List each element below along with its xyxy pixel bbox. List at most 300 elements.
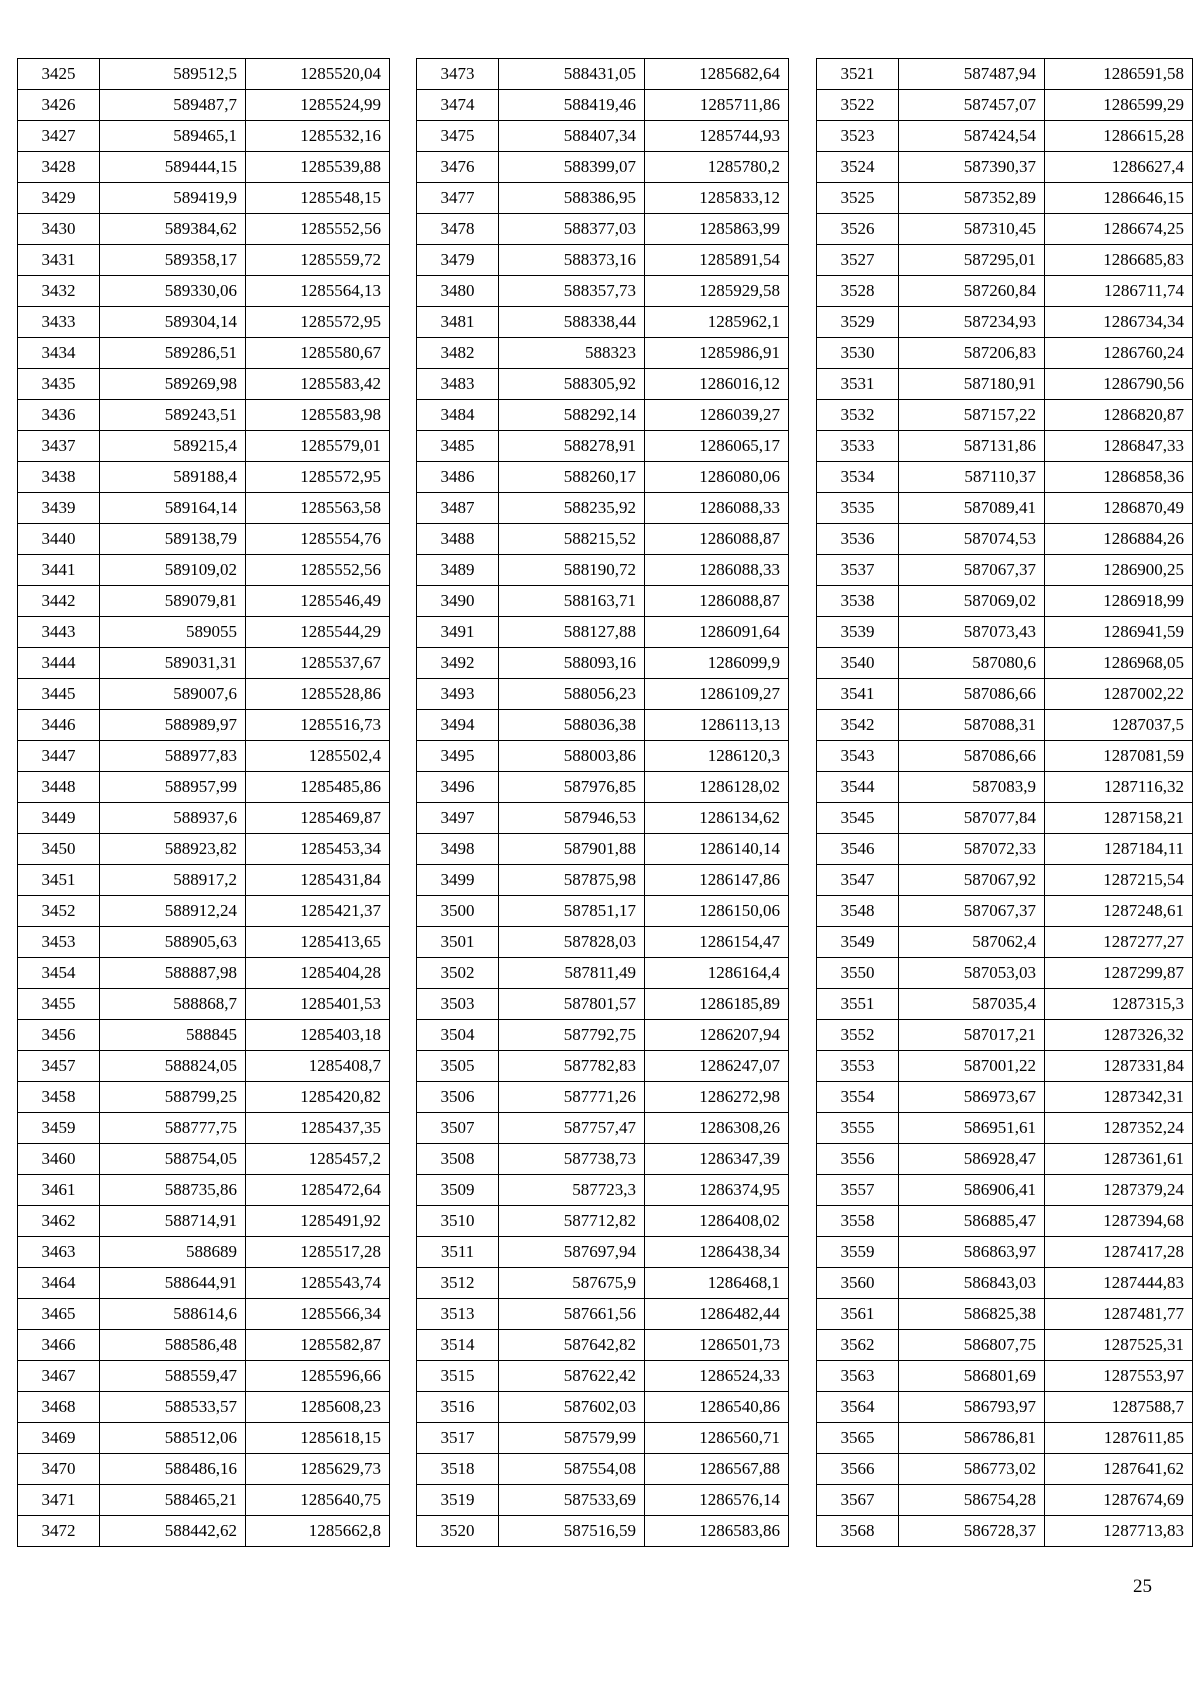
table-row bbox=[18, 555, 390, 586]
coordinate-x: 588442,62 bbox=[100, 1516, 246, 1547]
coordinate-x: 587675,9 bbox=[499, 1268, 645, 1299]
coordinate-y: 1287641,62 bbox=[1045, 1454, 1193, 1485]
coordinate-x: 587738,73 bbox=[499, 1144, 645, 1175]
coordinate-x: 587062,4 bbox=[899, 927, 1045, 958]
coordinate-y: 1285420,82 bbox=[246, 1082, 390, 1113]
table-row bbox=[817, 896, 1193, 927]
coordinate-y: 1287299,87 bbox=[1045, 958, 1193, 989]
point-number: 3465 bbox=[18, 1299, 100, 1330]
point-number: 3564 bbox=[817, 1392, 899, 1423]
coordinate-y: 1285469,87 bbox=[246, 803, 390, 834]
point-number: 3546 bbox=[817, 834, 899, 865]
coordinate-x: 588386,95 bbox=[499, 183, 645, 214]
coordinate-x: 587077,84 bbox=[899, 803, 1045, 834]
coordinate-x: 588215,52 bbox=[499, 524, 645, 555]
point-number: 3508 bbox=[417, 1144, 499, 1175]
coordinate-x: 588486,16 bbox=[100, 1454, 246, 1485]
point-number: 3514 bbox=[417, 1330, 499, 1361]
point-number: 3426 bbox=[18, 90, 100, 121]
coordinate-y: 1286468,1 bbox=[645, 1268, 789, 1299]
point-number: 3563 bbox=[817, 1361, 899, 1392]
coordinate-x: 586754,28 bbox=[899, 1485, 1045, 1516]
point-number: 3492 bbox=[417, 648, 499, 679]
coordinate-x: 587295,01 bbox=[899, 245, 1045, 276]
table-row bbox=[417, 369, 789, 400]
table-row bbox=[417, 1175, 789, 1206]
point-number: 3489 bbox=[417, 555, 499, 586]
table-row bbox=[417, 617, 789, 648]
coordinate-y: 1285472,64 bbox=[246, 1175, 390, 1206]
table-row bbox=[817, 369, 1193, 400]
coordinate-y: 1286941,59 bbox=[1045, 617, 1193, 648]
point-number: 3464 bbox=[18, 1268, 100, 1299]
table-row bbox=[18, 586, 390, 617]
coordinate-y: 1285543,74 bbox=[246, 1268, 390, 1299]
table-row bbox=[817, 617, 1193, 648]
table-row bbox=[817, 431, 1193, 462]
coordinate-y: 1285580,67 bbox=[246, 338, 390, 369]
point-number: 3485 bbox=[417, 431, 499, 462]
coordinate-x: 587792,75 bbox=[499, 1020, 645, 1051]
table-row bbox=[417, 524, 789, 555]
point-number: 3460 bbox=[18, 1144, 100, 1175]
coordinate-x: 587234,93 bbox=[899, 307, 1045, 338]
point-number: 3427 bbox=[18, 121, 100, 152]
table-row bbox=[817, 90, 1193, 121]
coordinate-x: 587083,9 bbox=[899, 772, 1045, 803]
table-row bbox=[417, 183, 789, 214]
coordinate-y: 1286080,06 bbox=[645, 462, 789, 493]
point-number: 3451 bbox=[18, 865, 100, 896]
table-row bbox=[18, 927, 390, 958]
coordinate-x: 588323 bbox=[499, 338, 645, 369]
coordinate-x: 589164,14 bbox=[100, 493, 246, 524]
coordinate-y: 1285485,86 bbox=[246, 772, 390, 803]
coordinate-y: 1286884,26 bbox=[1045, 524, 1193, 555]
coordinate-y: 1286501,73 bbox=[645, 1330, 789, 1361]
coordinate-y: 1287674,69 bbox=[1045, 1485, 1193, 1516]
table-row bbox=[18, 493, 390, 524]
table-row bbox=[817, 772, 1193, 803]
table-row bbox=[817, 741, 1193, 772]
table-row bbox=[417, 1020, 789, 1051]
coordinate-x: 587131,86 bbox=[899, 431, 1045, 462]
point-number: 3487 bbox=[417, 493, 499, 524]
point-number: 3520 bbox=[417, 1516, 499, 1547]
table-row bbox=[817, 865, 1193, 896]
point-number: 3450 bbox=[18, 834, 100, 865]
table-row bbox=[417, 338, 789, 369]
table-row bbox=[417, 245, 789, 276]
coordinate-x: 587851,17 bbox=[499, 896, 645, 927]
point-number: 3512 bbox=[417, 1268, 499, 1299]
coordinate-y: 1286760,24 bbox=[1045, 338, 1193, 369]
coordinate-y: 1286272,98 bbox=[645, 1082, 789, 1113]
table-row bbox=[417, 214, 789, 245]
coordinate-y: 1285629,73 bbox=[246, 1454, 390, 1485]
coordinate-x: 586928,47 bbox=[899, 1144, 1045, 1175]
point-number: 3549 bbox=[817, 927, 899, 958]
coordinate-y: 1285564,13 bbox=[246, 276, 390, 307]
table-row bbox=[817, 1051, 1193, 1082]
point-number: 3495 bbox=[417, 741, 499, 772]
table-row bbox=[817, 524, 1193, 555]
coordinate-x: 587697,94 bbox=[499, 1237, 645, 1268]
table-row bbox=[417, 772, 789, 803]
point-number: 3499 bbox=[417, 865, 499, 896]
point-number: 3436 bbox=[18, 400, 100, 431]
table-row bbox=[417, 1237, 789, 1268]
coordinate-y: 1286408,02 bbox=[645, 1206, 789, 1237]
point-number: 3536 bbox=[817, 524, 899, 555]
table-row bbox=[18, 989, 390, 1020]
table-row bbox=[817, 462, 1193, 493]
coordinate-y: 1286154,47 bbox=[645, 927, 789, 958]
table-row bbox=[417, 741, 789, 772]
table-row bbox=[417, 679, 789, 710]
table-row bbox=[18, 803, 390, 834]
coordinate-y: 1286646,15 bbox=[1045, 183, 1193, 214]
table-row bbox=[18, 1237, 390, 1268]
coordinate-y: 1286567,88 bbox=[645, 1454, 789, 1485]
point-number: 3428 bbox=[18, 152, 100, 183]
coordinate-y: 1286482,44 bbox=[645, 1299, 789, 1330]
point-number: 3433 bbox=[18, 307, 100, 338]
coordinate-y: 1286438,34 bbox=[645, 1237, 789, 1268]
coordinate-y: 1286347,39 bbox=[645, 1144, 789, 1175]
table-row bbox=[417, 90, 789, 121]
coordinate-x: 587073,43 bbox=[899, 617, 1045, 648]
table-row bbox=[18, 1051, 390, 1082]
point-number: 3505 bbox=[417, 1051, 499, 1082]
coordinate-x: 588868,7 bbox=[100, 989, 246, 1020]
point-number: 3477 bbox=[417, 183, 499, 214]
coordinate-x: 588056,23 bbox=[499, 679, 645, 710]
table-row bbox=[817, 555, 1193, 586]
coordinate-x: 587035,4 bbox=[899, 989, 1045, 1020]
table-row bbox=[417, 152, 789, 183]
table-row bbox=[417, 431, 789, 462]
coordinate-x: 587180,91 bbox=[899, 369, 1045, 400]
table-row bbox=[18, 710, 390, 741]
coordinate-x: 589444,15 bbox=[100, 152, 246, 183]
coordinate-x: 589330,06 bbox=[100, 276, 246, 307]
point-number: 3456 bbox=[18, 1020, 100, 1051]
point-number: 3550 bbox=[817, 958, 899, 989]
point-number: 3462 bbox=[18, 1206, 100, 1237]
table-row bbox=[417, 1423, 789, 1454]
table-row bbox=[417, 803, 789, 834]
table-row bbox=[417, 958, 789, 989]
coordinate-x: 587487,94 bbox=[899, 59, 1045, 90]
coordinate-y: 1286150,06 bbox=[645, 896, 789, 927]
point-number: 3527 bbox=[817, 245, 899, 276]
point-number: 3454 bbox=[18, 958, 100, 989]
coordinate-y: 1287002,22 bbox=[1045, 679, 1193, 710]
table-row bbox=[417, 1144, 789, 1175]
coordinate-y: 1287326,32 bbox=[1045, 1020, 1193, 1051]
point-number: 3554 bbox=[817, 1082, 899, 1113]
table-row bbox=[417, 1051, 789, 1082]
point-number: 3481 bbox=[417, 307, 499, 338]
table-row bbox=[817, 1516, 1193, 1547]
coordinate-y: 1287481,77 bbox=[1045, 1299, 1193, 1330]
table-row bbox=[18, 90, 390, 121]
point-number: 3547 bbox=[817, 865, 899, 896]
coordinate-x: 587424,54 bbox=[899, 121, 1045, 152]
coordinate-x: 588093,16 bbox=[499, 648, 645, 679]
coordinate-x: 588912,24 bbox=[100, 896, 246, 927]
coordinate-x: 587976,85 bbox=[499, 772, 645, 803]
table-row bbox=[18, 865, 390, 896]
point-number: 3559 bbox=[817, 1237, 899, 1268]
table-row bbox=[417, 1392, 789, 1423]
coordinate-x: 586793,97 bbox=[899, 1392, 1045, 1423]
table-row bbox=[18, 1113, 390, 1144]
coordinate-y: 1286308,26 bbox=[645, 1113, 789, 1144]
coordinate-x: 588407,34 bbox=[499, 121, 645, 152]
coordinate-y: 1285401,53 bbox=[246, 989, 390, 1020]
coordinate-x: 586728,37 bbox=[899, 1516, 1045, 1547]
coordinate-y: 1285583,98 bbox=[246, 400, 390, 431]
coordinate-y: 1287315,3 bbox=[1045, 989, 1193, 1020]
table-row bbox=[18, 338, 390, 369]
table-row bbox=[18, 524, 390, 555]
coordinate-x: 588533,57 bbox=[100, 1392, 246, 1423]
coordinate-x: 588989,97 bbox=[100, 710, 246, 741]
coordinate-x: 589079,81 bbox=[100, 586, 246, 617]
coordinate-x: 587946,53 bbox=[499, 803, 645, 834]
coordinate-y: 1286140,14 bbox=[645, 834, 789, 865]
point-number: 3480 bbox=[417, 276, 499, 307]
coordinate-y: 1285929,58 bbox=[645, 276, 789, 307]
coordinate-x: 587533,69 bbox=[499, 1485, 645, 1516]
table-row bbox=[417, 710, 789, 741]
point-number: 3523 bbox=[817, 121, 899, 152]
table-row bbox=[817, 1237, 1193, 1268]
point-number: 3503 bbox=[417, 989, 499, 1020]
point-number: 3469 bbox=[18, 1423, 100, 1454]
table-row bbox=[417, 1206, 789, 1237]
coordinate-y: 1286900,25 bbox=[1045, 555, 1193, 586]
point-number: 3556 bbox=[817, 1144, 899, 1175]
table-row bbox=[18, 245, 390, 276]
coordinate-y: 1286599,29 bbox=[1045, 90, 1193, 121]
coordinate-y: 1287525,31 bbox=[1045, 1330, 1193, 1361]
table-row bbox=[417, 276, 789, 307]
point-number: 3438 bbox=[18, 462, 100, 493]
coordinate-x: 586807,75 bbox=[899, 1330, 1045, 1361]
point-number: 3498 bbox=[417, 834, 499, 865]
point-number: 3463 bbox=[18, 1237, 100, 1268]
point-number: 3528 bbox=[817, 276, 899, 307]
table-row bbox=[18, 1268, 390, 1299]
table-row bbox=[817, 989, 1193, 1020]
table-row bbox=[817, 803, 1193, 834]
coordinate-y: 1286524,33 bbox=[645, 1361, 789, 1392]
table-row bbox=[18, 276, 390, 307]
table-row bbox=[817, 493, 1193, 524]
coordinate-x: 588036,38 bbox=[499, 710, 645, 741]
coordinate-x: 589487,7 bbox=[100, 90, 246, 121]
coordinate-y: 1285517,28 bbox=[246, 1237, 390, 1268]
table-row bbox=[817, 214, 1193, 245]
table-row bbox=[817, 586, 1193, 617]
coordinate-y: 1286870,49 bbox=[1045, 493, 1193, 524]
coordinate-x: 588644,91 bbox=[100, 1268, 246, 1299]
point-number: 3534 bbox=[817, 462, 899, 493]
coordinate-y: 1286088,87 bbox=[645, 524, 789, 555]
point-number: 3526 bbox=[817, 214, 899, 245]
coordinate-y: 1286583,86 bbox=[645, 1516, 789, 1547]
coordinate-y: 1287277,27 bbox=[1045, 927, 1193, 958]
coordinate-y: 1286016,12 bbox=[645, 369, 789, 400]
coordinate-x: 587067,37 bbox=[899, 555, 1045, 586]
point-number: 3471 bbox=[18, 1485, 100, 1516]
point-number: 3482 bbox=[417, 338, 499, 369]
table-row bbox=[417, 1516, 789, 1547]
table-row bbox=[18, 834, 390, 865]
coordinate-y: 1285532,16 bbox=[246, 121, 390, 152]
coordinate-x: 589465,1 bbox=[100, 121, 246, 152]
table-row bbox=[817, 1299, 1193, 1330]
table-row bbox=[18, 1299, 390, 1330]
table-row bbox=[417, 59, 789, 90]
coordinate-y: 1286120,3 bbox=[645, 741, 789, 772]
coordinate-x: 589055 bbox=[100, 617, 246, 648]
table-row bbox=[417, 1268, 789, 1299]
coordinate-y: 1285891,54 bbox=[645, 245, 789, 276]
point-number: 3435 bbox=[18, 369, 100, 400]
point-number: 3483 bbox=[417, 369, 499, 400]
point-number: 3496 bbox=[417, 772, 499, 803]
coordinate-y: 1286685,83 bbox=[1045, 245, 1193, 276]
coordinate-y: 1286109,27 bbox=[645, 679, 789, 710]
table-row bbox=[817, 1361, 1193, 1392]
coordinate-x: 587074,53 bbox=[899, 524, 1045, 555]
point-number: 3558 bbox=[817, 1206, 899, 1237]
coordinate-x: 586786,81 bbox=[899, 1423, 1045, 1454]
coordinate-y: 1285566,34 bbox=[246, 1299, 390, 1330]
point-number: 3432 bbox=[18, 276, 100, 307]
coordinate-y: 1287444,83 bbox=[1045, 1268, 1193, 1299]
point-number: 3529 bbox=[817, 307, 899, 338]
table-row bbox=[18, 958, 390, 989]
coordinate-y: 1286790,56 bbox=[1045, 369, 1193, 400]
point-number: 3539 bbox=[817, 617, 899, 648]
point-number: 3544 bbox=[817, 772, 899, 803]
coordinate-x: 588714,91 bbox=[100, 1206, 246, 1237]
point-number: 3552 bbox=[817, 1020, 899, 1051]
coordinate-x: 588735,86 bbox=[100, 1175, 246, 1206]
table-row bbox=[18, 1392, 390, 1423]
coordinate-x: 587089,41 bbox=[899, 493, 1045, 524]
point-number: 3493 bbox=[417, 679, 499, 710]
point-number: 3553 bbox=[817, 1051, 899, 1082]
table-row bbox=[417, 307, 789, 338]
point-number: 3497 bbox=[417, 803, 499, 834]
coordinates-table-1 bbox=[17, 58, 390, 1547]
coordinate-x: 587352,89 bbox=[899, 183, 1045, 214]
coordinate-y: 1287184,11 bbox=[1045, 834, 1193, 865]
table-row bbox=[417, 1082, 789, 1113]
coordinate-y: 1286088,87 bbox=[645, 586, 789, 617]
table-row bbox=[18, 1144, 390, 1175]
coordinate-x: 587602,03 bbox=[499, 1392, 645, 1423]
table-row bbox=[817, 183, 1193, 214]
coordinate-x: 587811,49 bbox=[499, 958, 645, 989]
coordinate-x: 588278,91 bbox=[499, 431, 645, 462]
coordinate-y: 1287352,24 bbox=[1045, 1113, 1193, 1144]
coordinate-x: 587579,99 bbox=[499, 1423, 645, 1454]
coordinate-x: 588887,98 bbox=[100, 958, 246, 989]
point-number: 3568 bbox=[817, 1516, 899, 1547]
table-row bbox=[817, 710, 1193, 741]
coordinate-y: 1285546,49 bbox=[246, 586, 390, 617]
coordinate-y: 1285572,95 bbox=[246, 307, 390, 338]
coordinate-y: 1287713,83 bbox=[1045, 1516, 1193, 1547]
table-row bbox=[817, 679, 1193, 710]
point-number: 3516 bbox=[417, 1392, 499, 1423]
table-row bbox=[417, 1485, 789, 1516]
point-number: 3565 bbox=[817, 1423, 899, 1454]
coordinate-x: 588465,21 bbox=[100, 1485, 246, 1516]
coordinate-x: 587390,37 bbox=[899, 152, 1045, 183]
table-row bbox=[18, 369, 390, 400]
point-number: 3475 bbox=[417, 121, 499, 152]
table-row bbox=[817, 400, 1193, 431]
table-row bbox=[417, 400, 789, 431]
coordinate-x: 588923,82 bbox=[100, 834, 246, 865]
coordinate-y: 1287361,61 bbox=[1045, 1144, 1193, 1175]
table-row bbox=[18, 1082, 390, 1113]
coordinate-y: 1287588,7 bbox=[1045, 1392, 1193, 1423]
coordinate-y: 1286091,64 bbox=[645, 617, 789, 648]
coordinate-y: 1286711,74 bbox=[1045, 276, 1193, 307]
table-row bbox=[417, 555, 789, 586]
coordinate-x: 587901,88 bbox=[499, 834, 645, 865]
coordinate-y: 1285863,99 bbox=[645, 214, 789, 245]
point-number: 3510 bbox=[417, 1206, 499, 1237]
coordinate-y: 1285491,92 bbox=[246, 1206, 390, 1237]
table-row bbox=[817, 1082, 1193, 1113]
table-row bbox=[417, 834, 789, 865]
coordinate-x: 588260,17 bbox=[499, 462, 645, 493]
coordinate-x: 588614,6 bbox=[100, 1299, 246, 1330]
point-number: 3467 bbox=[18, 1361, 100, 1392]
table-row bbox=[817, 1423, 1193, 1454]
point-number: 3522 bbox=[817, 90, 899, 121]
point-number: 3545 bbox=[817, 803, 899, 834]
coordinate-y: 1286627,4 bbox=[1045, 152, 1193, 183]
coordinate-y: 1285437,35 bbox=[246, 1113, 390, 1144]
table-row bbox=[417, 493, 789, 524]
coordinate-y: 1285711,86 bbox=[645, 90, 789, 121]
coordinate-y: 1285528,86 bbox=[246, 679, 390, 710]
point-number: 3561 bbox=[817, 1299, 899, 1330]
point-number: 3533 bbox=[817, 431, 899, 462]
coordinate-y: 1286968,05 bbox=[1045, 648, 1193, 679]
coordinate-y: 1285579,01 bbox=[246, 431, 390, 462]
point-number: 3446 bbox=[18, 710, 100, 741]
coordinate-x: 587712,82 bbox=[499, 1206, 645, 1237]
point-number: 3466 bbox=[18, 1330, 100, 1361]
table-row bbox=[817, 338, 1193, 369]
coordinate-y: 1286185,89 bbox=[645, 989, 789, 1020]
table-row bbox=[817, 59, 1193, 90]
point-number: 3445 bbox=[18, 679, 100, 710]
coordinate-x: 587260,84 bbox=[899, 276, 1045, 307]
